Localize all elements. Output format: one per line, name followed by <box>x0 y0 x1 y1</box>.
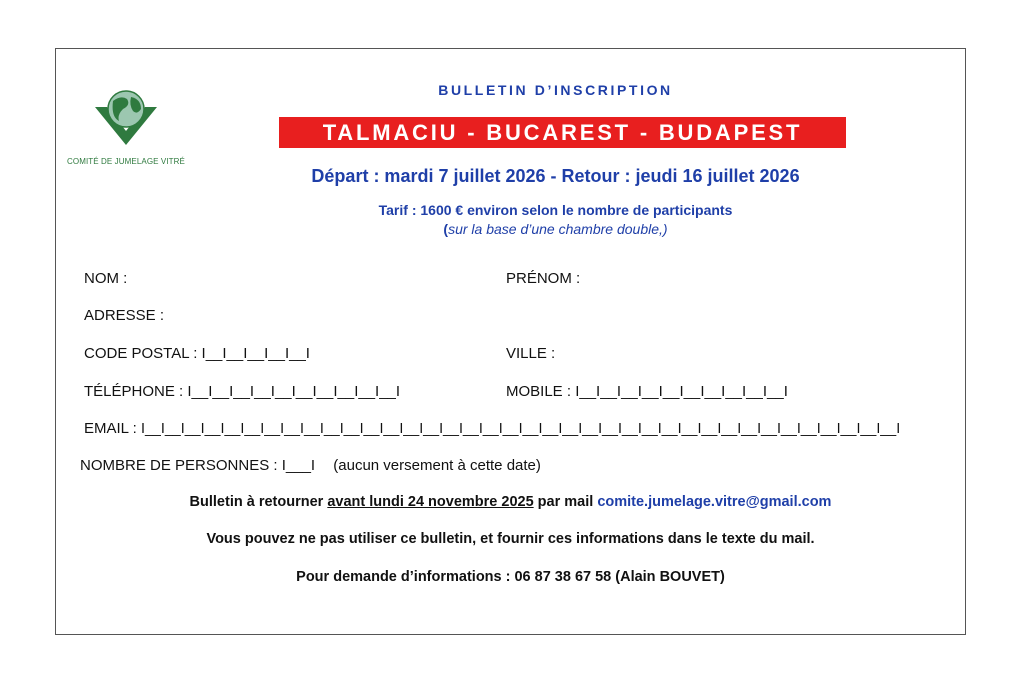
telephone-field[interactable] <box>84 383 400 400</box>
email-label: EMAIL : <box>84 420 137 437</box>
info-contact: Pour demande d’informations : 06 87 38 67 58 (Alain BOUVET) <box>296 569 725 585</box>
email-field[interactable] <box>84 420 900 437</box>
return-deadline: avant lundi 24 novembre 2025 <box>327 494 534 510</box>
registration-form <box>55 48 966 635</box>
tarif-note <box>56 221 965 237</box>
tarif-note-open: ( <box>443 221 449 237</box>
email-boxes[interactable]: I__I__I__I__I__I__I__I__I__I__I__I__I__I__I__I__I__I__I__I__I__I__I__I__I__I__I__I__I__I__I__I__I__I__I__I__I__I__I <box>140 421 901 437</box>
prenom-field[interactable]: PRÉNOM : <box>506 270 581 287</box>
alternative-note: Vous pouvez ne pas utiliser ce bulletin, et fournir ces informations dans le texte du mail. <box>206 531 815 547</box>
mobile-boxes[interactable]: I__I__I__I__I__I__I__I__I__I__I <box>575 383 788 400</box>
contact-email-link[interactable]: comite.jumelage.vitre@gmail.com <box>597 494 832 510</box>
destination-banner: TALMACIU - BUCAREST - BUDAPEST <box>279 117 846 148</box>
page-title: BULLETIN D’INSCRIPTION <box>438 82 673 98</box>
return-mid: par mail <box>533 494 598 510</box>
ville-field[interactable]: VILLE : <box>506 345 556 362</box>
logo-text: COMITÉ DE JUMELAGE VITRÉ <box>67 157 185 166</box>
mobile-label: MOBILE : <box>506 383 572 400</box>
return-instructions <box>56 494 965 510</box>
telephone-label: TÉLÉPHONE : <box>84 383 184 400</box>
travel-dates: Départ : mardi 7 juillet 2026 - Retour : jeudi 16 juillet 2026 <box>311 166 800 186</box>
logo <box>66 87 186 166</box>
tarif-note-text: sur la base d’une chambre double,) <box>448 221 668 237</box>
nombre-note: (aucun versement à cette date) <box>333 457 541 474</box>
nombre-label: NOMBRE DE PERSONNES : <box>80 457 278 474</box>
nombre-boxes[interactable]: I___I <box>281 457 316 474</box>
code-postal-boxes[interactable]: I__I__I__I__I__I <box>201 345 310 362</box>
tarif-line: Tarif : 1600 € environ selon le nombre de participants <box>378 202 733 218</box>
code-postal-field[interactable] <box>84 345 310 362</box>
nombre-personnes-field[interactable] <box>80 457 541 474</box>
telephone-boxes[interactable]: I__I__I__I__I__I__I__I__I__I__I <box>187 383 401 400</box>
adresse-field[interactable]: ADRESSE : <box>84 307 165 324</box>
mobile-field[interactable] <box>506 383 788 400</box>
nom-field[interactable]: NOM : <box>84 270 128 287</box>
return-prefix: Bulletin à retourner <box>189 494 328 510</box>
code-postal-label: CODE POSTAL : <box>84 345 198 362</box>
